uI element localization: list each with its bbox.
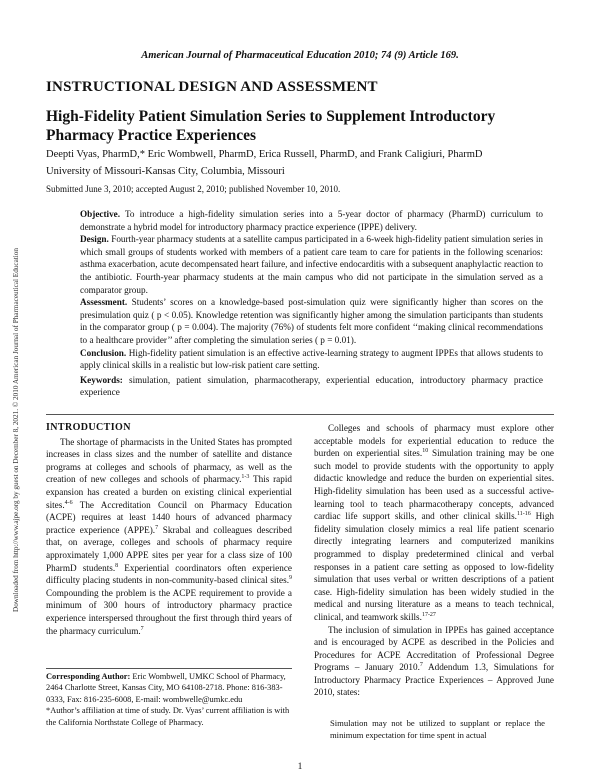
ref-marker: 7	[419, 662, 423, 669]
keywords-text: simulation, patient simulation, pharmacotherapy, experiential education, introductory pharmacy practice experience	[80, 374, 543, 398]
abstract-conclusion	[80, 347, 543, 372]
assessment-label: Assessment.	[80, 297, 128, 308]
ref-marker: 11-16	[516, 511, 531, 518]
abstract-keywords	[80, 374, 543, 399]
abstract-divider	[46, 414, 554, 415]
ref-marker: 7	[155, 524, 159, 531]
download-watermark: Downloaded from http://www.ajpe.org by guest on December 8, 2021. © 2010 American Journal of Pharmaceutical Education	[12, 248, 20, 612]
journal-citation: 2010; 74 (9) Article 169.	[353, 50, 459, 61]
corresponding-text: Eric Wombwell, UMKC School of Pharmacy, 2464 Charlotte Street, Kansas City, MO 64108-2718. Phone: 816-383-0333, Fax: 816-235-6008, E-mail: wombwelle@umkc.edu	[46, 672, 286, 704]
intro-paragraph-1: The shortage of pharmacists in the United States has prompted increases in class sizes and the number of satellite and distance programs at colleges and schools of pharmacy, as well as the creation of new colleges and schools of pharmacy.$^{1-3}$ This rapid expansion has created a burden on existing clinical experiential sites.$^{4-6}$ The Accreditation Council on Pharmacy Education (ACPE) requires at least 1440 hours of advanced pharmacy practice experience (APPE).$^7$ Skrabal and colleagues described that, on average, colleges and schools of pharmacy require approximately 1,000 APPE sites per year for a class size of 100 PharmD students.$^8$ Experiential coordinators often experience difficulty placing students in non-community-based clinical sites.$^9$ Compounding the problem is the ACPE requirement to provide a minimum of 300 hours of introductory pharmacy practice experience interspersed throughout the first through third years of the pharmacy curriculum.$^7$	[46, 436, 292, 636]
conclusion-label: Conclusion.	[80, 347, 127, 358]
intro-heading: INTRODUCTION	[46, 422, 131, 433]
intro-paragraph-2: Colleges and schools of pharmacy must explore other acceptable models for experiential education to reduce the burden on experiential sites.$^{10}$ Simulation training may be one such model to provide students with the opportunity to apply didactic knowledge and reduce the burden on experiential sites. High-fidelity simulation has been used as a successful active-learning tool to teach pharmacotherapy concepts, advanced cardiac life support skills, and other clinical skills.$^{11-16}$ High fidelity simulation closely mimics a real life patient scenario directly integrating learners and computerized manikins programmed to display predetermined clinical and verbal responses in a patient care setting as opposed to low-fidelity simulation that uses verbal or written descriptions of a patient case. High-fidelity simulation has been widely studied in the medical and nursing literature as a means to teach technical, clinical, and teamwork skills.$^{17-27}$	[314, 423, 555, 622]
ref-marker: 1-3	[241, 474, 250, 481]
abstract	[80, 208, 543, 399]
assessment-text: Students’ scores on a knowledge-based post-simulation quiz were significantly higher than scores on the presimulation quiz ( p < 0.05). Knowledge retention was significantly higher among the simulation participants than students in the comparator group ( p = 0.004). The majority (76%) of students felt more confident ‘‘making clinical recommendations to a healthcare provider’’ after completing the simulation series ( p = 0.01).	[80, 297, 544, 345]
left-column	[46, 422, 292, 637]
footnote-divider	[46, 668, 292, 669]
ref-marker: 10	[422, 448, 429, 455]
journal-header	[0, 50, 600, 61]
ref-marker: 4-6	[64, 499, 73, 506]
submission-dates: Submitted June 3, 2010; accepted August 2, 2010; published November 10, 2010.	[46, 184, 341, 194]
title-line-2: Pharmacy Practice Experiences	[46, 127, 257, 144]
section-heading: INSTRUCTIONAL DESIGN AND ASSESSMENT	[46, 79, 378, 95]
intro-paragraph-3: The inclusion of simulation in IPPEs has gained acceptance and is encouraged by ACPE as described in the Policies and Procedures for ACPE Accreditation of Professional Degree Programs – January 2010.$^7$ Addendum 1.3, Simulations for Introductory Pharmacy Practice Experiences – Approved June 2010, states:	[314, 624, 555, 698]
affiliation-note: *Author’s affiliation at time of study. Dr. Vyas’ current affiliation is with the California Northstate College of Pharmacy.	[46, 706, 290, 727]
right-column	[314, 422, 554, 699]
design-text: Fourth-year pharmacy students at a satellite campus participated in a 6-week high-fidelity patient simulation series in which small groups of students worked with members of a patient care team to care for patients in the following scenarios: asthma exacerbation, acute decompensated heart failure, and infective endocarditis with a subsequent anaphylactic reaction to the antibiotic. Fourth-year pharmacy students at the main campus who did not participate in the simulation served as a comparator group.	[80, 234, 543, 295]
objective-label: Objective.	[80, 209, 121, 219]
article-title	[46, 107, 566, 145]
title-line-1: High-Fidelity Patient Simulation Series to Supplement Introductory	[46, 108, 496, 125]
keywords-label: Keywords:	[80, 374, 123, 385]
corresponding-author	[46, 671, 292, 705]
design-label: Design.	[80, 234, 109, 245]
block-quote: Simulation may not be utilized to supplant or replace the minimum expectation for time spent in actual	[330, 718, 545, 740]
ref-marker: 9	[289, 575, 292, 582]
page-number: 1	[297, 762, 303, 772]
author-list: Deepti Vyas, PharmD,* Eric Wombwell, PharmD, Erica Russell, PharmD, and Frank Caligiuri, PharmD	[46, 149, 483, 160]
journal-name: American Journal of Pharmaceutical Education	[141, 50, 352, 61]
ref-marker: 8	[115, 562, 119, 569]
ref-marker: 7	[140, 625, 144, 632]
corresponding-label: Corresponding Author:	[46, 672, 131, 681]
conclusion-text: High-fidelity patient simulation is an effective active-learning strategy to augment IPPEs that allows students to apply clinical skills in a realistic but low-risk patient care setting.	[80, 347, 544, 371]
abstract-objective	[80, 208, 543, 233]
abstract-design	[80, 233, 543, 296]
ref-marker: 17-27	[421, 611, 436, 618]
objective-text: To introduce a high-fidelity simulation series into a 5-year doctor of pharmacy (PharmD) curriculum to demonstrate a hybrid model for introductory pharmacy practice experience (IPPE) delivery.	[80, 209, 543, 232]
affiliation: University of Missouri-Kansas City, Columbia, Missouri	[46, 166, 285, 177]
abstract-assessment	[80, 296, 543, 346]
footnote	[46, 671, 292, 728]
